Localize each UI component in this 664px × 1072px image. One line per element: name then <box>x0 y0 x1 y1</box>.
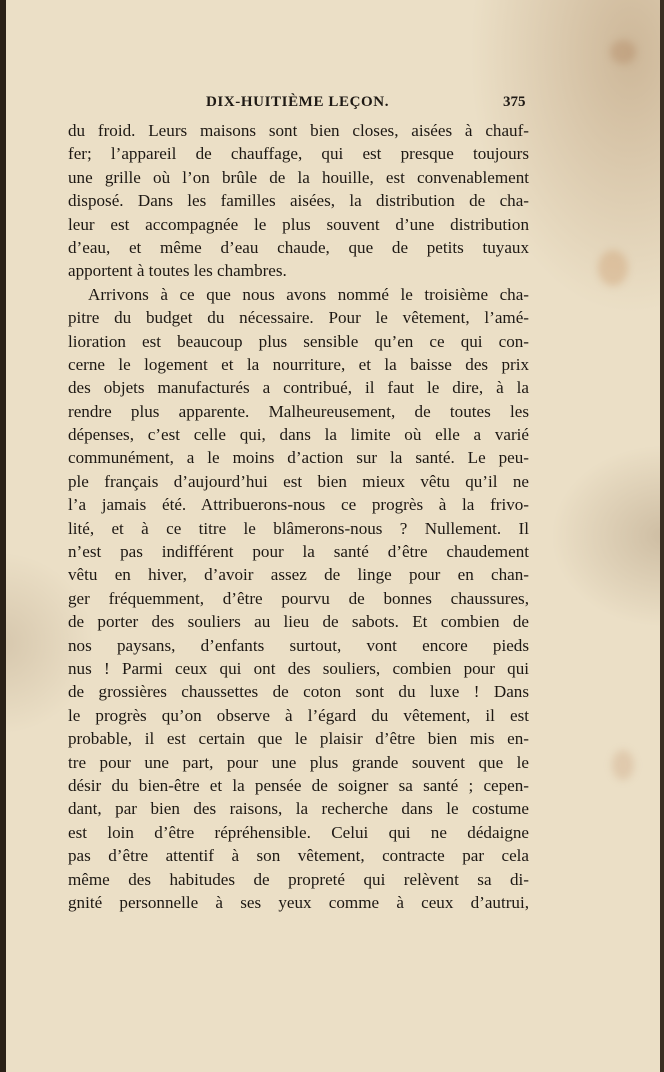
text-line: nus ! Parmi ceux qui ont des souliers, combien pour qui <box>68 658 529 678</box>
page-right-edge <box>660 0 664 1072</box>
paper-stain <box>612 750 634 780</box>
text-line: désir du bien-être et la pensée de soigner sa santé ; cepen- <box>68 775 529 795</box>
text-line: pas d’être attentif à son vêtement, contracte par cela <box>68 846 529 866</box>
running-title: DIX-HUITIÈME LEÇON. <box>206 94 390 110</box>
text-line: de porter des souliers au lieu de sabots. Et combien de <box>68 612 529 632</box>
text-line: cerne le logement et la nourriture, et la baisse des prix <box>68 354 529 374</box>
text-line: l’a jamais été. Attribuerons-nous ce progrès à la frivo- <box>68 495 529 515</box>
text-line: le progrès qu’on observe à l’égard du vêtement, il est <box>68 705 529 725</box>
text-line: leur est accompagnée le plus souvent d’une distribution <box>68 214 529 234</box>
text-line: une grille où l’on brûle de la houille, est convenablement <box>68 167 529 187</box>
text-line: même des habitudes de propreté qui relèvent sa di- <box>68 869 529 889</box>
text-line: dépenses, c’est celle qui, dans la limite où elle a varié <box>68 425 529 445</box>
paper-stain <box>598 250 628 286</box>
text-line: nos paysans, d’enfants surtout, vont encore pieds <box>68 635 529 655</box>
paper-stain <box>610 40 636 64</box>
text-line: lioration est beaucoup plus sensible qu’en ce qui con- <box>68 331 529 351</box>
text-line: pitre du budget du nécessaire. Pour le vêtement, l’amé- <box>68 308 529 328</box>
text-line: Arrivons à ce que nous avons nommé le troisième cha- <box>88 284 529 304</box>
text-line: est loin d’être répréhensible. Celui qui ne dédaigne <box>68 822 529 842</box>
text-line: fer; l’appareil de chauffage, qui est presque toujours <box>68 144 529 164</box>
text-line: des objets manufacturés a contribué, il faut le dire, à la <box>68 378 529 398</box>
text-line: lité, et à ce titre le blâmerons-nous ? Nullement. Il <box>68 518 529 538</box>
text-line: d’eau, et même d’eau chaude, que de petits tuyaux <box>68 237 529 257</box>
text-line: ger fréquemment, d’être pourvu de bonnes chaussures, <box>68 588 529 608</box>
text-line: ple français d’aujourd’hui est bien mieux vêtu qu’il ne <box>68 471 529 491</box>
running-head <box>0 94 664 118</box>
page-number: 375 <box>503 94 526 110</box>
text-line: n’est pas indifférent pour la santé d’être chaudement <box>68 542 529 562</box>
text-line: gnité personnelle à ses yeux comme à ceux d’autrui, <box>68 892 529 912</box>
text-line: tre pour une part, pour une plus grande souvent que le <box>68 752 529 772</box>
body-text <box>68 119 529 914</box>
text-line: disposé. Dans les familles aisées, la distribution de cha- <box>68 191 529 211</box>
text-line: de grossières chaussettes de coton sont du luxe ! Dans <box>68 682 529 702</box>
text-line: apportent à toutes les chambres. <box>68 261 287 281</box>
text-line: communément, a le moins d’action sur la santé. Le peu- <box>68 448 529 468</box>
text-line: rendre plus apparente. Malheureusement, de toutes les <box>68 401 529 421</box>
text-line: vêtu en hiver, d’avoir assez de linge pour en chan- <box>68 565 529 585</box>
text-line: probable, il est certain que le plaisir d’être bien mis en- <box>68 729 529 749</box>
text-line: du froid. Leurs maisons sont bien closes, aisées à chauf- <box>68 121 529 140</box>
page-left-edge <box>0 0 6 1072</box>
text-line: dant, par bien des raisons, la recherche dans le costume <box>68 799 529 819</box>
